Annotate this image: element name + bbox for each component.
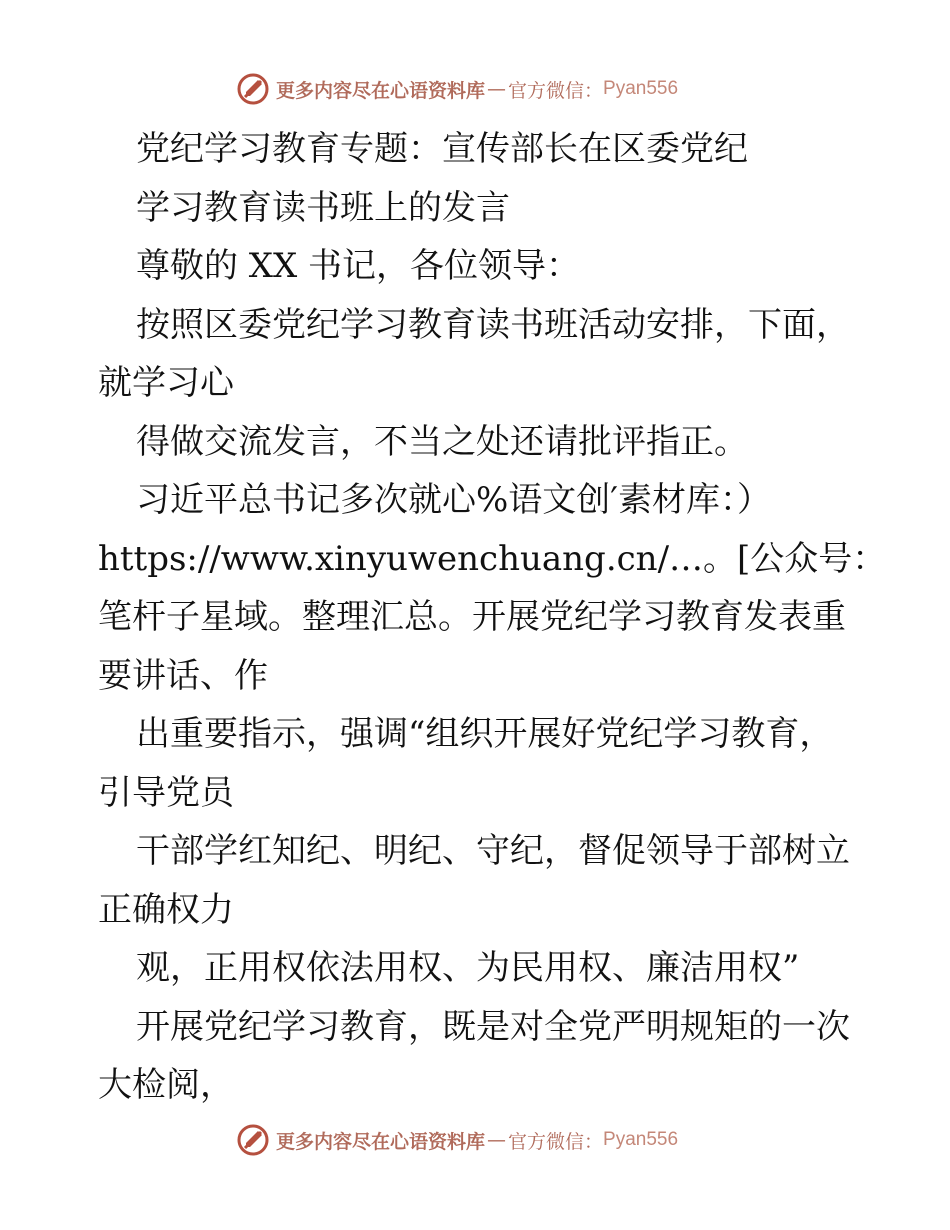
watermark-brand: 更多内容尽在心语资料库 [276,79,486,102]
title-line-2: 学习教育读书班上的发言 [136,187,510,228]
pen-logo-icon [236,1123,270,1157]
watermark-wechat-id: Pyan556 [603,1129,679,1150]
text-line: 开展党纪学习教育，既是对全党严明规矩的一次 [136,1006,850,1047]
watermark-contact-label: 官方微信： [508,79,604,102]
pen-logo-icon [236,72,270,106]
text-line: 观，正用权依法用权、为民用权、廉洁用权” [136,948,800,988]
text-line: https://www.xinyuwenchuang.cn/…。[公众号： [98,538,887,579]
watermark-contact-label: 官方微信： [508,1130,604,1153]
title-line-1: 党纪学习教育专题：宣传部长在区委党纪 [136,129,748,169]
document-body [98,120,887,1115]
text-line: 得做交流发言，不当之处还请批评指正。 [136,421,748,462]
text-line: 正确权力 [98,889,234,930]
salutation: 尊敬的 XX 书记，各位领导： [136,246,581,286]
watermark-dash: — [487,1129,507,1151]
text-line: 笔杆子星域。整理汇总。开展党纪学习教育发表重 [98,597,846,637]
text-line: 习近平总书记多次就心%语文创′素材库：） [136,480,772,520]
text-line: 要讲话、作 [98,655,268,696]
text-line: 引导党员 [98,772,234,813]
watermark-brand: 更多内容尽在心语资料库 [276,1130,486,1153]
text-line: 大检阅， [98,1065,234,1105]
text-line: 出重要指示，强调“组织开展好党纪学习教育， [136,714,834,754]
watermark-wechat-id: Pyan556 [603,78,679,99]
text-line: 干部学红知纪、明纪、守纪，督促领导于部树立 [136,831,850,871]
watermark-dash: — [487,78,507,100]
text-line: 就学习心 [98,363,234,403]
watermark-footer [236,1123,678,1157]
text-line: 按照区委党纪学习教育读书班活动安排，下面， [136,304,850,345]
watermark-header [236,72,678,106]
